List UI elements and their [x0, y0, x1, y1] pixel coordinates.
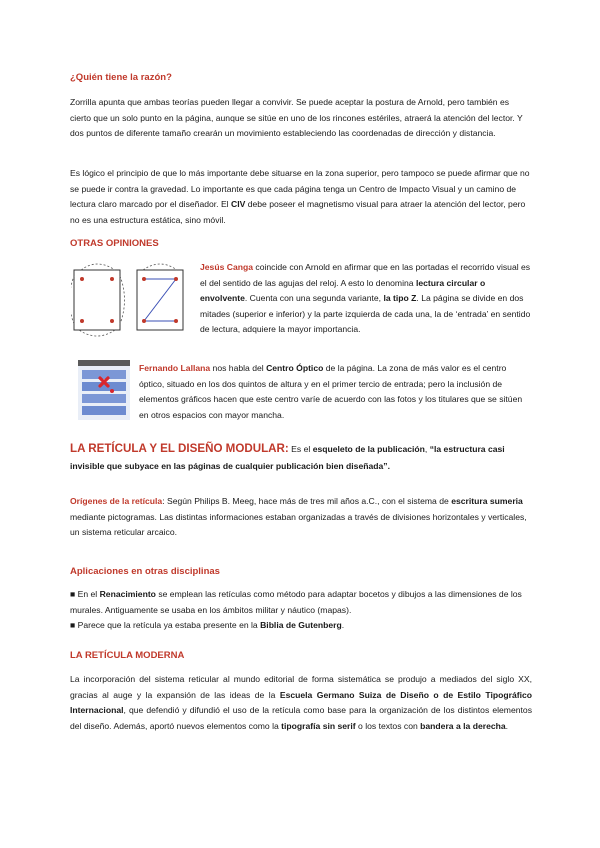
- bullet-gutenberg: ■ Parece que la retícula ya estaba presente en la Biblia de Gutenberg.: [70, 620, 345, 630]
- paragraph-logico: Es lógico el principio de que lo más importante debe situarse en la zona superior, pero tampoco se puede afirmar que no se puede ir contra la gravedad. Lo importante es que cada página tenga un Centro de Impacto Visual y un camino de lectura claro marcado por el diseñador. El CIV debe poseer el magnetismo visual para atraer la atención del lector, pero no es una estructura estática, sino móvil.: [70, 168, 530, 225]
- paragraph-lallana: Fernando Lallana nos habla del Centro Óptico de la página. La zona de más valor es el centro óptico, situado en los dos quintos de altura y en el primer tercio de entrada; pero la inclusión de elementos gráficos hacen que este centro varíe de acuerdo con las fotos y los titulares que se sitúen en otros espacios con mayor mancha.: [139, 363, 523, 420]
- heading-aplicaciones: Aplicaciones en otras disciplinas: [70, 566, 220, 577]
- square-bullet-icon: ■: [70, 589, 76, 599]
- paragraph-zorrilla: Zorrilla apunta que ambas teorías pueden llegar a convivir. Se puede aceptar la postura de Arnold, pero también es cierto que un solo punto en la página, aunque se sitúe en uno de los rincones estériles, atraerá la atención del lector. Y dos puntos de diferente tamaño crearán un movimiento estableciendo las coordenadas de dirección y distancia.: [70, 97, 523, 138]
- paragraph-origenes: Orígenes de la retícula: Según Philips B. Meeg, hace más de tres mil años a.C., con el sistema de escritura sumeria mediante pictogramas. Las distintas informaciones estaban organizadas a través de divisiones horizontales y verticales, un sistema reticular arcaico.: [70, 496, 527, 537]
- paragraph-reticula-modular: LA RETÍCULA Y EL DISEÑO MODULAR: Es el esqueleto de la publicación, “la estructura casi invisible que subyace en las páginas de cualquier publicación bien diseñada”.: [70, 442, 505, 471]
- reading-diagrams-svg: [71, 262, 189, 338]
- heading-reticula-moderna: LA RETÍCULA MODERNA: [70, 650, 185, 661]
- reading-diagrams-figure: [71, 262, 189, 338]
- heading-otras-opiniones: OTRAS OPINIONES: [70, 238, 159, 249]
- heading-quien: ¿Quién tiene la razón?: [70, 72, 172, 83]
- centro-optico-svg: [78, 360, 130, 420]
- paragraph-canga: Jesús Canga coincide con Arnold en afirmar que en las portadas el recorrido visual es el del sentido de las agujas del reloj. A esto lo denomina lectura circular o envolvente. Cuenta con una segunda variante, la tipo Z. La página se divide en dos mitades (superior e inferior) y la parte izquierda de cada una, la de ‘entrada’ en sentido de lectura, adquiere la mayor importancia.: [200, 262, 531, 334]
- square-bullet-icon: ■: [70, 620, 76, 630]
- bullet-renacimiento: ■ En el Renacimiento se emplean las retículas como método para adaptar bocetos y dibujos a las dimensiones de los murales. Antiguamente se usaba en los ámbitos militar y náutico (mapas).: [70, 589, 522, 615]
- centro-optico-figure: [78, 360, 130, 420]
- paragraph-reticula-moderna: La incorporación del sistema reticular al mundo editorial de forma sistemática se produjo a mediados del siglo XX, gracias al auge y la expansión de las ideas de la Escuela Germano Suiza de Diseño o de Estilo Tipográfico Internacional, que defendió y difundió el uso de la retícula como base para la organización de los distintos elementos del diseño. Además, aportó nuevos elementos como la tipografía sin serif o los textos con bandera a la derecha.: [70, 674, 533, 731]
